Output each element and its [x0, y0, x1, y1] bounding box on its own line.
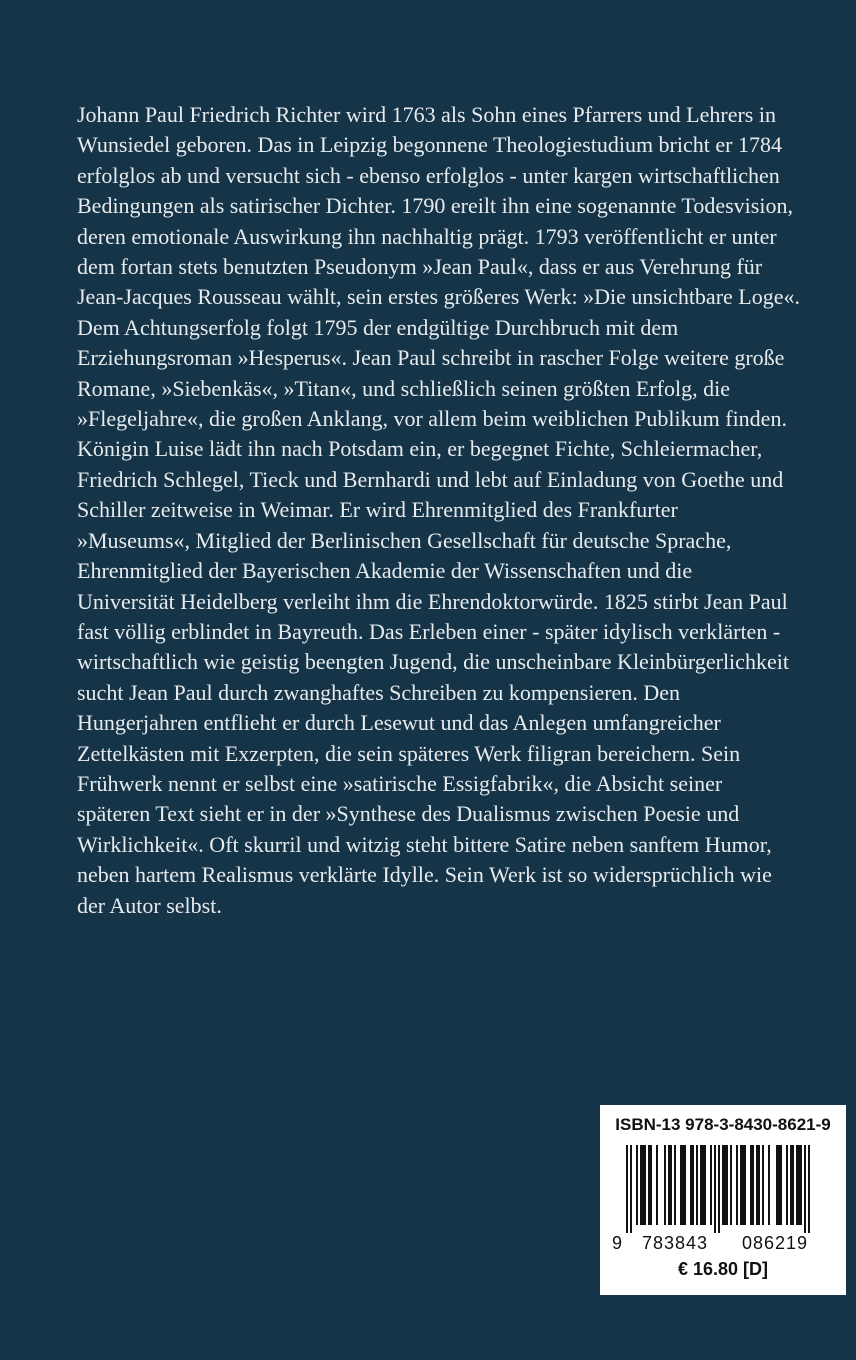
biography-line: Bedingungen als satirischer Dichter. 1790 ereilt ihn eine sogenannte Todesvision, — [77, 193, 793, 219]
barcode-bar — [630, 1145, 632, 1233]
biography-line: Zettelkästen mit Exzerpten, die sein späteres Werk filigran bereichern. Sein — [77, 740, 741, 766]
barcode-bar — [668, 1145, 672, 1225]
author-biography — [77, 100, 800, 921]
biography-line: dem fortan stets benutzten Pseudonym »Jean Paul«, dass er aus Verehrung für — [77, 254, 763, 280]
barcode-bar — [626, 1145, 628, 1233]
barcode-graphic — [612, 1145, 834, 1255]
biography-line: fast völlig erblindet in Bayreuth. Das Erleben einer - später idylisch verklärten - — [77, 618, 781, 644]
barcode-bar — [690, 1145, 694, 1225]
biography-line: Hungerjahren entflieht er durch Lesewut und das Anlegen umfangreicher — [77, 710, 721, 736]
isbn-barcode-panel — [600, 1105, 846, 1295]
biography-line: Erziehungsroman »Hesperus«. Jean Paul schreibt in rascher Folge weitere große — [77, 345, 785, 371]
biography-line: Schiller zeitweise in Weimar. Er wird Ehrenmitglied des Frankfurter — [77, 497, 678, 523]
barcode-bar — [750, 1145, 754, 1225]
barcode-bar — [768, 1145, 770, 1225]
barcode-bar — [680, 1145, 686, 1225]
biography-line: späteren Text sieht er in der »Synthese des Dualismus zwischen Poesie und — [77, 801, 740, 827]
biography-line: Frühwerk nennt er selbst eine »satirische Essigfabrik«, die Absicht seiner — [77, 770, 723, 796]
biography-line: sucht Jean Paul durch zwanghaftes Schreiben zu kompensieren. Den — [77, 679, 680, 705]
biography-line: erfolglos ab und versucht sich - ebenso erfolglos - unter kargen wirtschaftlichen — [77, 162, 780, 188]
barcode-bar — [796, 1145, 802, 1225]
biography-line: Wunsiedel geboren. Das in Leipzig begonnene Theologiestudium bricht er 1784 — [77, 132, 782, 158]
biography-line: Dem Achtungserfolg folgt 1795 der endgültige Durchbruch mit dem — [77, 314, 679, 340]
barcode-bar — [762, 1145, 764, 1225]
biography-line: wirtschaftlich wie geistig beengten Jugend, die unscheinbare Kleinbürgerlichkeit — [77, 649, 789, 675]
barcode-bar — [790, 1145, 794, 1225]
isbn-number: ISBN-13 978-3-8430-8621-9 — [615, 1115, 831, 1134]
barcode-digits-right: 086219 — [741, 1233, 809, 1253]
price-label: € 16.80 [D] — [677, 1259, 769, 1279]
barcode-bar — [700, 1145, 706, 1225]
barcode-bar — [736, 1145, 738, 1225]
barcode-bar — [804, 1145, 806, 1233]
barcode-lead-digit: 9 — [612, 1233, 623, 1253]
biography-line: Romane, »Siebenkäs«, »Titan«, und schließlich seinen größten Erfolg, die — [77, 375, 730, 401]
barcode-bar — [674, 1145, 676, 1225]
barcode-bar — [664, 1145, 666, 1225]
biography-line: Wirklichkeit«. Oft skurril und witzig steht bittere Satire neben sanftem Humor, — [77, 831, 772, 857]
biography-line: Jean-Jacques Rousseau wählt, sein erstes größeres Werk: »Die unsichtbare Loge«. — [77, 284, 800, 310]
barcode-bar — [718, 1145, 720, 1233]
biography-line: Johann Paul Friedrich Richter wird 1763 als Sohn eines Pfarrers und Lehrers in — [77, 102, 776, 127]
barcode-bar — [696, 1145, 698, 1225]
barcode-bar — [756, 1145, 760, 1225]
barcode-bar — [640, 1145, 646, 1225]
barcode-bars — [626, 1145, 810, 1233]
biography-line: »Flegeljahre«, die großen Anklang, vor allem beim weiblichen Publikum finden. — [77, 406, 787, 432]
barcode-bar — [730, 1145, 732, 1225]
barcode-bar — [808, 1145, 810, 1233]
barcode-bar — [636, 1145, 638, 1225]
barcode-bar — [740, 1145, 746, 1225]
biography-line: »Museums«, Mitglied der Berlinischen Gesellschaft für deutsche Sprache, — [77, 527, 732, 553]
biography-line: Universität Heidelberg verleiht ihm die Ehrendoktorwürde. 1825 stirbt Jean Paul — [77, 588, 788, 614]
biography-line: der Autor selbst. — [77, 892, 222, 918]
biography-line: neben hartem Realismus verklärte Idylle. Sein Werk ist so widersprüchlich wie — [77, 862, 772, 888]
barcode-bar — [648, 1145, 652, 1225]
biography-line: deren emotionale Auswirkung ihn nachhaltig prägt. 1793 veröffentlicht er unter — [77, 223, 777, 249]
biography-line: Königin Luise lädt ihn nach Potsdam ein, er begegnet Fichte, Schleiermacher, — [77, 436, 763, 462]
barcode-digits-left: 783843 — [641, 1233, 709, 1253]
barcode-bar — [656, 1145, 658, 1225]
barcode-bar — [722, 1145, 728, 1225]
barcode-bar — [714, 1145, 716, 1233]
biography-line: Friedrich Schlegel, Tieck und Bernhardi und lebt auf Einladung von Goethe und — [77, 466, 784, 492]
biography-line: Ehrenmitglied der Bayerischen Akademie der Wissenschaften und die — [77, 558, 693, 584]
barcode-bar — [710, 1145, 712, 1225]
barcode-bar — [786, 1145, 788, 1225]
barcode-bar — [776, 1145, 782, 1225]
